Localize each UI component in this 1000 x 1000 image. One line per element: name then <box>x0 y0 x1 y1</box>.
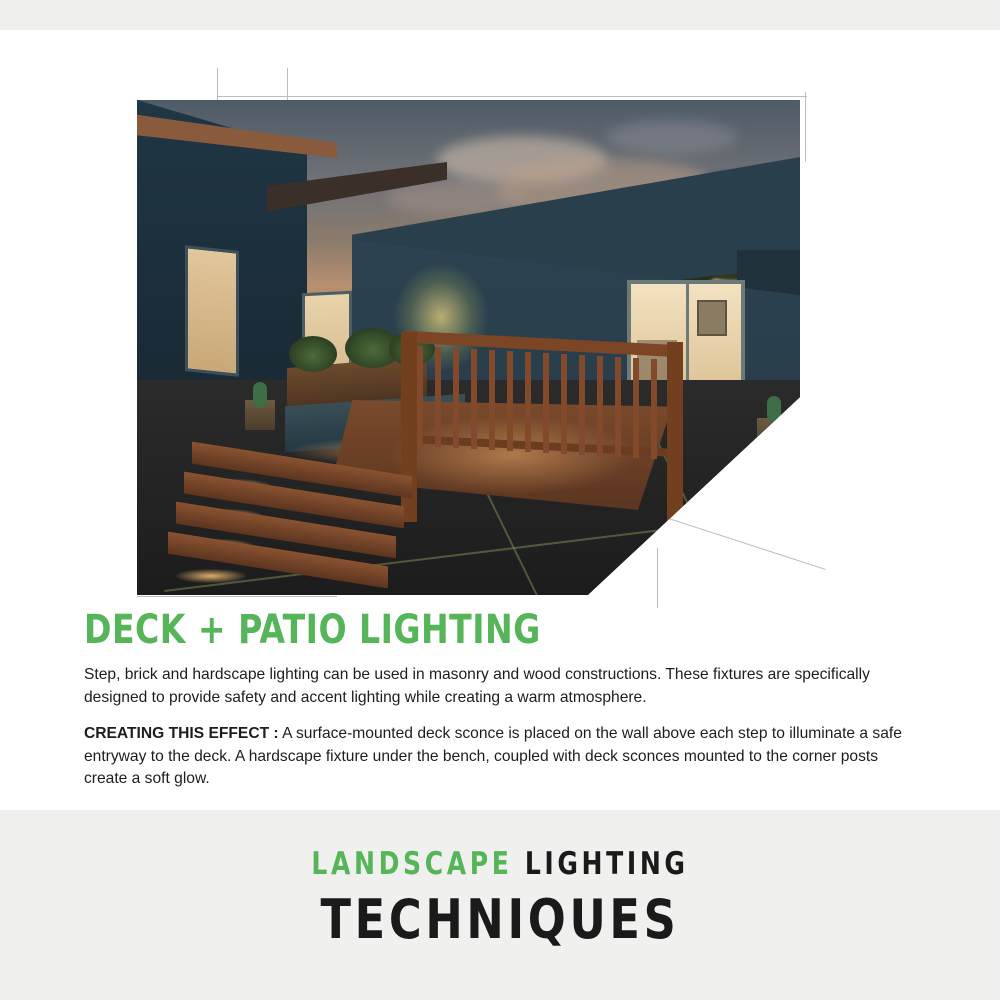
baluster <box>651 359 657 459</box>
footer-title-line1 <box>50 846 950 882</box>
scene-illustration <box>137 68 864 598</box>
effect-label: CREATING THIS EFFECT : <box>84 725 279 743</box>
cloud <box>607 120 737 154</box>
shrub <box>289 336 337 372</box>
baluster <box>453 348 459 448</box>
cactus <box>253 382 267 408</box>
footer-title-line2: TECHNIQUES <box>320 888 680 951</box>
footer-word-landscape: LANDSCAPE <box>311 846 513 882</box>
baluster <box>471 349 477 449</box>
baluster <box>597 356 603 456</box>
cactus <box>767 396 781 422</box>
baluster <box>543 353 549 453</box>
guide-line-base <box>137 596 337 597</box>
effect-text: A surface-mounted deck sconce is placed on the wall above each step to illuminate a safe entryway to the deck. A hardscape fixture under the bench, coupled with deck sconces mounted to the corner posts create a soft glow. <box>84 725 902 788</box>
baluster <box>489 350 495 450</box>
footer-word-lighting: LIGHTING <box>524 846 689 882</box>
guide-line-right <box>805 92 806 162</box>
content-card <box>0 30 1000 810</box>
interior-picture <box>697 300 727 336</box>
baluster <box>507 351 513 451</box>
page-title: DECK + PATIO LIGHTING <box>84 607 541 653</box>
baluster <box>417 346 423 446</box>
baluster <box>525 352 531 452</box>
baluster <box>579 355 585 455</box>
guide-line-bottom <box>657 548 658 608</box>
scene-frame <box>137 100 800 595</box>
deck-steps <box>192 455 412 585</box>
baluster <box>633 358 639 458</box>
baluster <box>561 354 567 454</box>
corner-post <box>667 342 683 522</box>
article-text <box>84 607 916 805</box>
footer <box>0 810 1000 1000</box>
description-paragraph: Step, brick and hardscape lighting can be used in masonry and wood constructions. These fixtures are specifically designed to provide safety and accent lighting while creating a warm atmosphere. <box>84 666 870 706</box>
baluster <box>615 357 621 457</box>
window <box>185 245 239 377</box>
step-light-glow <box>176 569 246 583</box>
guide-white-right <box>797 228 819 438</box>
deck-railing <box>405 338 680 528</box>
baluster <box>435 347 441 447</box>
guide-line-top <box>217 96 807 97</box>
effect-paragraph <box>84 723 916 791</box>
